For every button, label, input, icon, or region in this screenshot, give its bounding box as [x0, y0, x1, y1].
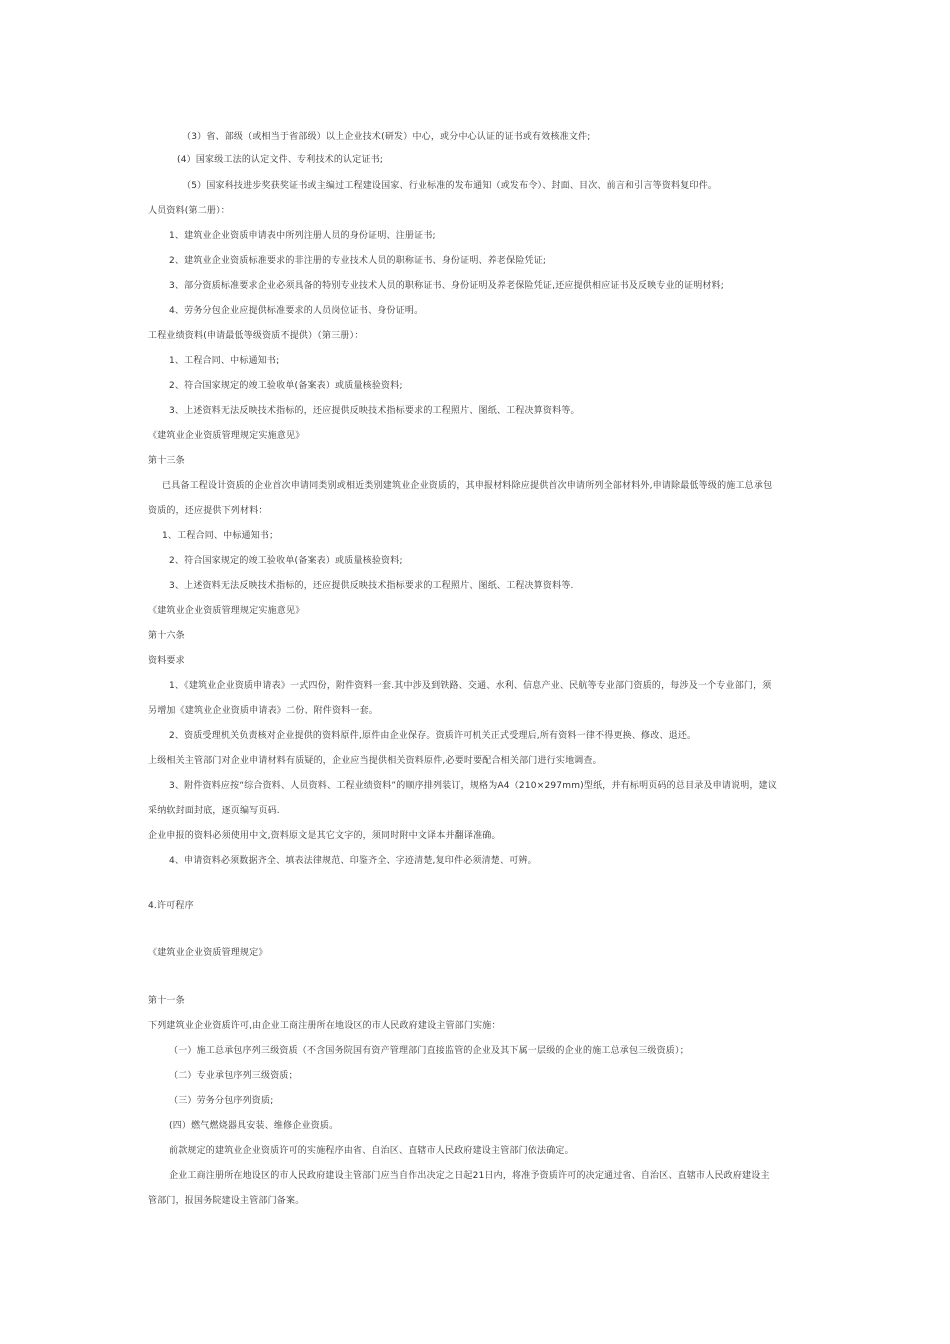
text-line: 2、符合国家规定的竣工验收单(备案表）或质量核验资料;	[169, 381, 403, 391]
text-line: 企业工商注册所在地设区的市人民政府建设主管部门应当自作出决定之日起21日内，将准予资质许可的决定通过省、自治区、直辖市人民政府建设主	[169, 1171, 770, 1181]
text-line: 管部门，报国务院建设主管部门备案。	[148, 1196, 305, 1206]
text-line: （3）省、部级（或相当于省部级）以上企业技术(研发）中心，或分中心认证的证书或有效核准文件;	[182, 132, 591, 142]
text-line: 已具备工程设计资质的企业首次申请同类别或相近类别建筑业企业资质的，其申报材料除应提供首次申请所列全部材料外,申请除最低等级的施工总承包	[162, 481, 773, 491]
text-line: （三）劳务分包序列资质;	[169, 1096, 274, 1106]
text-line: 3、上述资料无法反映技术指标的，还应提供反映技术指标要求的工程照片、图纸、工程决算资料等.	[169, 581, 574, 591]
text-line: (4）国家级工法的认定文件、专利技术的认定证书;	[177, 155, 384, 165]
article-number: 第十六条	[148, 631, 185, 641]
text-line: （二）专业承包序列三级资质；	[169, 1071, 298, 1081]
article-number: 第十三条	[148, 456, 185, 466]
text-line: 下列建筑业企业资质许可,由企业工商注册所在地设区的市人民政府建设主管部门实施：	[148, 1021, 501, 1031]
text-line: （一）施工总承包序列三级资质（不含国务院国有资产管理部门直接监管的企业及其下属一层级的企业的施工总承包三级资质）；	[169, 1046, 689, 1056]
document-title: 《建筑业企业资质管理规定实施意见》	[148, 606, 305, 616]
text-line: 上级相关主管部门对企业申请材料有质疑的，企业应当提供相关资料原件,必要时要配合相关部门进行实地调查。	[148, 756, 602, 766]
text-line: 1、建筑业企业资质申请表中所列注册人员的身份证明、注册证书;	[169, 231, 436, 241]
text-line: 1、《建筑业企业资质申请表》一式四份，附件资料一套.其中涉及到铁路、交通、水利、信息产业、民航等专业部门资质的，每涉及一个专业部门，须	[169, 681, 772, 691]
section-heading: 4.许可程序	[148, 901, 194, 911]
section-heading: 资料要求	[148, 656, 185, 666]
text-line: 另增加《建筑业企业资质申请表》二份、附件资料一套。	[148, 706, 379, 716]
section-heading: 人员资料(第二册）：	[148, 206, 231, 216]
text-line: 2、符合国家规定的竣工验收单(备案表）或质量核验资料;	[169, 556, 403, 566]
text-line: 4、劳务分包企业应提供标准要求的人员岗位证书、身份证明。	[169, 306, 424, 316]
text-line: 采纳软封面封底，逐页编写页码.	[148, 806, 280, 816]
text-line: 前款规定的建筑业企业资质许可的实施程序由省、自治区、直辖市人民政府建设主管部门依法确定。	[169, 1146, 574, 1156]
text-line: 1、工程合同、中标通知书；	[162, 531, 279, 541]
document-title: 《建筑业企业资质管理规定实施意见》	[148, 431, 305, 441]
text-line: 企业申报的资料必须使用中文,资料原文是其它文字的，须同时附中文译本并翻译准确。	[148, 831, 501, 841]
section-heading: 工程业绩资料(申请最低等级资质不提供）（第三册）：	[148, 331, 364, 341]
text-line: 2、建筑业企业资质标准要求的非注册的专业技术人员的职称证书、身份证明、养老保险凭证;	[169, 256, 547, 266]
text-line: 4、申请资料必须数据齐全、填表法律规范、印鉴齐全、字迹清楚,复印件必须清楚、可辨。	[169, 856, 537, 866]
text-line: 资质的，还应提供下列材料：	[148, 506, 268, 516]
text-line: （5）国家科技进步奖获奖证书或主编过工程建设国家、行业标准的发布通知（或发布令）、封面、目次、前言和引言等资料复印件。	[182, 181, 718, 191]
text-line: 3、附件资料应按“综合资料、人员资料、工程业绩资料”的顺序排列装订，规格为A4（210×297mm)型纸，并有标明页码的总目录及申请说明，建议	[169, 781, 778, 791]
text-line: 3、上述资料无法反映技术指标的，还应提供反映技术指标要求的工程照片、图纸、工程决算资料等。	[169, 406, 580, 416]
text-line: 3、部分资质标准要求企业必须具备的特别专业技术人员的职称证书、身份证明及养老保险凭证,还应提供相应证书及反映专业的证明材料;	[169, 281, 725, 291]
document-title: 《建筑业企业资质管理规定》	[148, 948, 268, 958]
text-line: 1、工程合同、中标通知书;	[169, 356, 280, 366]
text-line: 2、资质受理机关负责核对企业提供的资料原件,原件由企业保存。资质许可机关正式受理后,所有资料一律不得更换、修改、退还。	[169, 731, 697, 741]
text-line: (四）燃气燃烧器具安装、维修企业资质。	[169, 1121, 339, 1131]
article-number: 第十一条	[148, 996, 185, 1006]
